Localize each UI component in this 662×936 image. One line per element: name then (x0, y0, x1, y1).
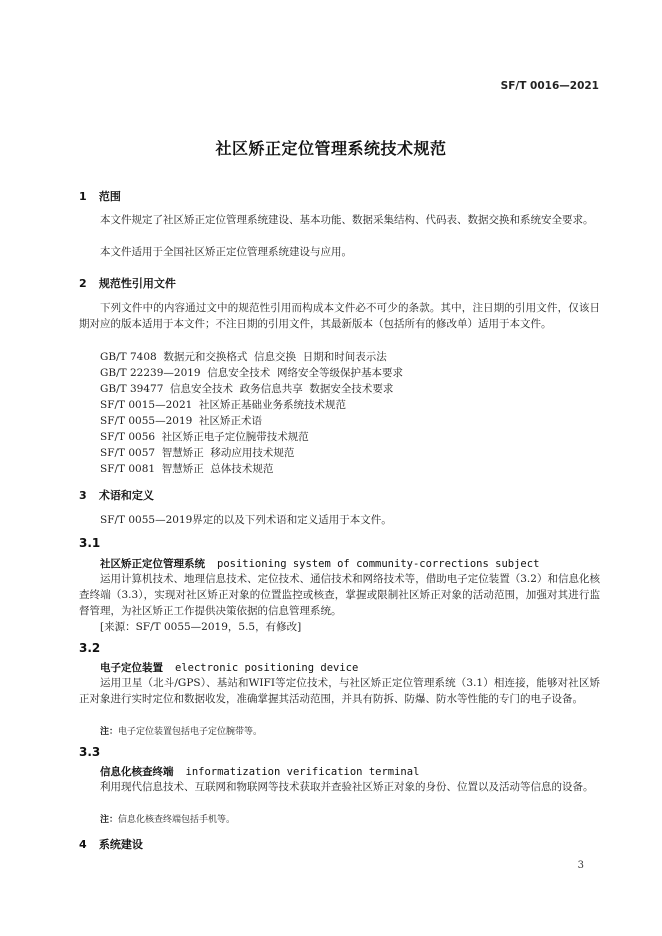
document-title: 社区矫正定位管理系统技术规范 (215, 139, 447, 158)
term-definition: 利用现代信息技术、互联网和物联网等技术获取并查验社区矫正对象的身份、位置以及活动等信息的设备。 (100, 781, 594, 793)
section-4-heading (79, 836, 143, 852)
note-text: 信息化核查终端包括手机等。 (118, 815, 236, 825)
term-english: informatization verification terminal (185, 766, 420, 778)
section-title: 范围 (98, 190, 121, 203)
term-note (100, 812, 235, 825)
section-2-paragraph-1: 下列文件中的内容通过文中的规范性引用而构成本文件必不可少的条款。其中，注日期的引用文件，仅该日期对应的版本适用于本文件；不注日期的引用文件，其最新版本（包括所有的修改单）适用于本文件。 (79, 302, 600, 330)
term-chinese: 电子定位装置 (100, 662, 163, 674)
term-number: 3.3 (79, 745, 101, 759)
term-english: electronic positioning device (175, 662, 359, 674)
section-3-paragraph-1: SF/T 0055—2019界定的以及下列术语和定义适用于本文件。 (100, 514, 392, 526)
term-number: 3.2 (79, 641, 101, 655)
section-2-heading (79, 275, 176, 291)
normative-reference: GB/T 39477 信息安全技术 政务信息共享 数据安全技术要求 (100, 383, 394, 395)
note-label: 注： (100, 727, 119, 737)
note-text: 电子定位装置包括电子定位腕带等。 (118, 727, 263, 737)
term-number: 3.1 (79, 536, 101, 550)
page-number: 3 (577, 860, 584, 871)
section-number: 1 (79, 190, 87, 203)
normative-reference: SF/T 0015—2021 社区矫正基础业务系统技术规范 (100, 399, 346, 411)
normative-reference: SF/T 0081 智慧矫正 总体技术规范 (100, 463, 274, 475)
section-number: 3 (79, 489, 87, 502)
term-chinese: 社区矫正定位管理系统 (100, 558, 205, 570)
section-title: 术语和定义 (98, 489, 154, 502)
normative-reference: GB/T 22239—2019 信息安全技术 网络安全等级保护基本要求 (100, 367, 403, 379)
normative-reference: SF/T 0055—2019 社区矫正术语 (100, 415, 262, 427)
normative-reference: SF/T 0056 社区矫正电子定位腕带技术规范 (100, 431, 309, 443)
term-note (100, 724, 262, 737)
term-english: positioning system of community-corrections subject (217, 558, 540, 570)
standard-code: SF/T 0016—2021 (500, 80, 599, 92)
section-1-paragraph-2: 本文件适用于全国社区矫正定位管理系统建设与应用。 (100, 246, 352, 258)
term-source: [来源：SF/T 0055—2019，5.5，有修改] (100, 621, 302, 633)
term-entry (100, 556, 539, 571)
normative-reference: SF/T 0057 智慧矫正 移动应用技术规范 (100, 447, 295, 459)
note-label: 注： (100, 815, 119, 825)
section-title: 系统建设 (98, 838, 143, 851)
term-definition: 运用计算机技术、地理信息技术、定位技术、通信技术和网络技术等，借助电子定位装置（3.2）和信息化核查终端（3.3），实现对社区矫正对象的位置监控或核查，掌握或限制社区矫正对象的活动范围，加强对其进行监督管理，为社区矫正工作提供决策依据的信息管理系统。 (79, 573, 600, 617)
section-number: 2 (79, 277, 87, 290)
section-3-heading (79, 487, 154, 503)
section-number: 4 (79, 838, 87, 851)
term-entry (100, 764, 419, 779)
term-entry (100, 660, 358, 675)
section-title: 规范性引用文件 (98, 277, 176, 290)
normative-reference: GB/T 7408 数据元和交换格式 信息交换 日期和时间表示法 (100, 351, 387, 363)
term-definition: 运用卫星（北斗/GPS）、基站和WIFI等定位技术，与社区矫正定位管理系统（3.1）相连接，能够对社区矫正对象进行实时定位和数据收发，准确掌握其活动范围，并具有防拆、防爆、防水等性能的专门的电子设备。 (79, 677, 600, 705)
section-1-paragraph-1: 本文件规定了社区矫正定位管理系统建设、基本功能、数据采集结构、代码表、数据交换和系统安全要求。 (100, 214, 594, 226)
section-1-heading (79, 188, 121, 204)
term-chinese: 信息化核查终端 (100, 766, 174, 778)
